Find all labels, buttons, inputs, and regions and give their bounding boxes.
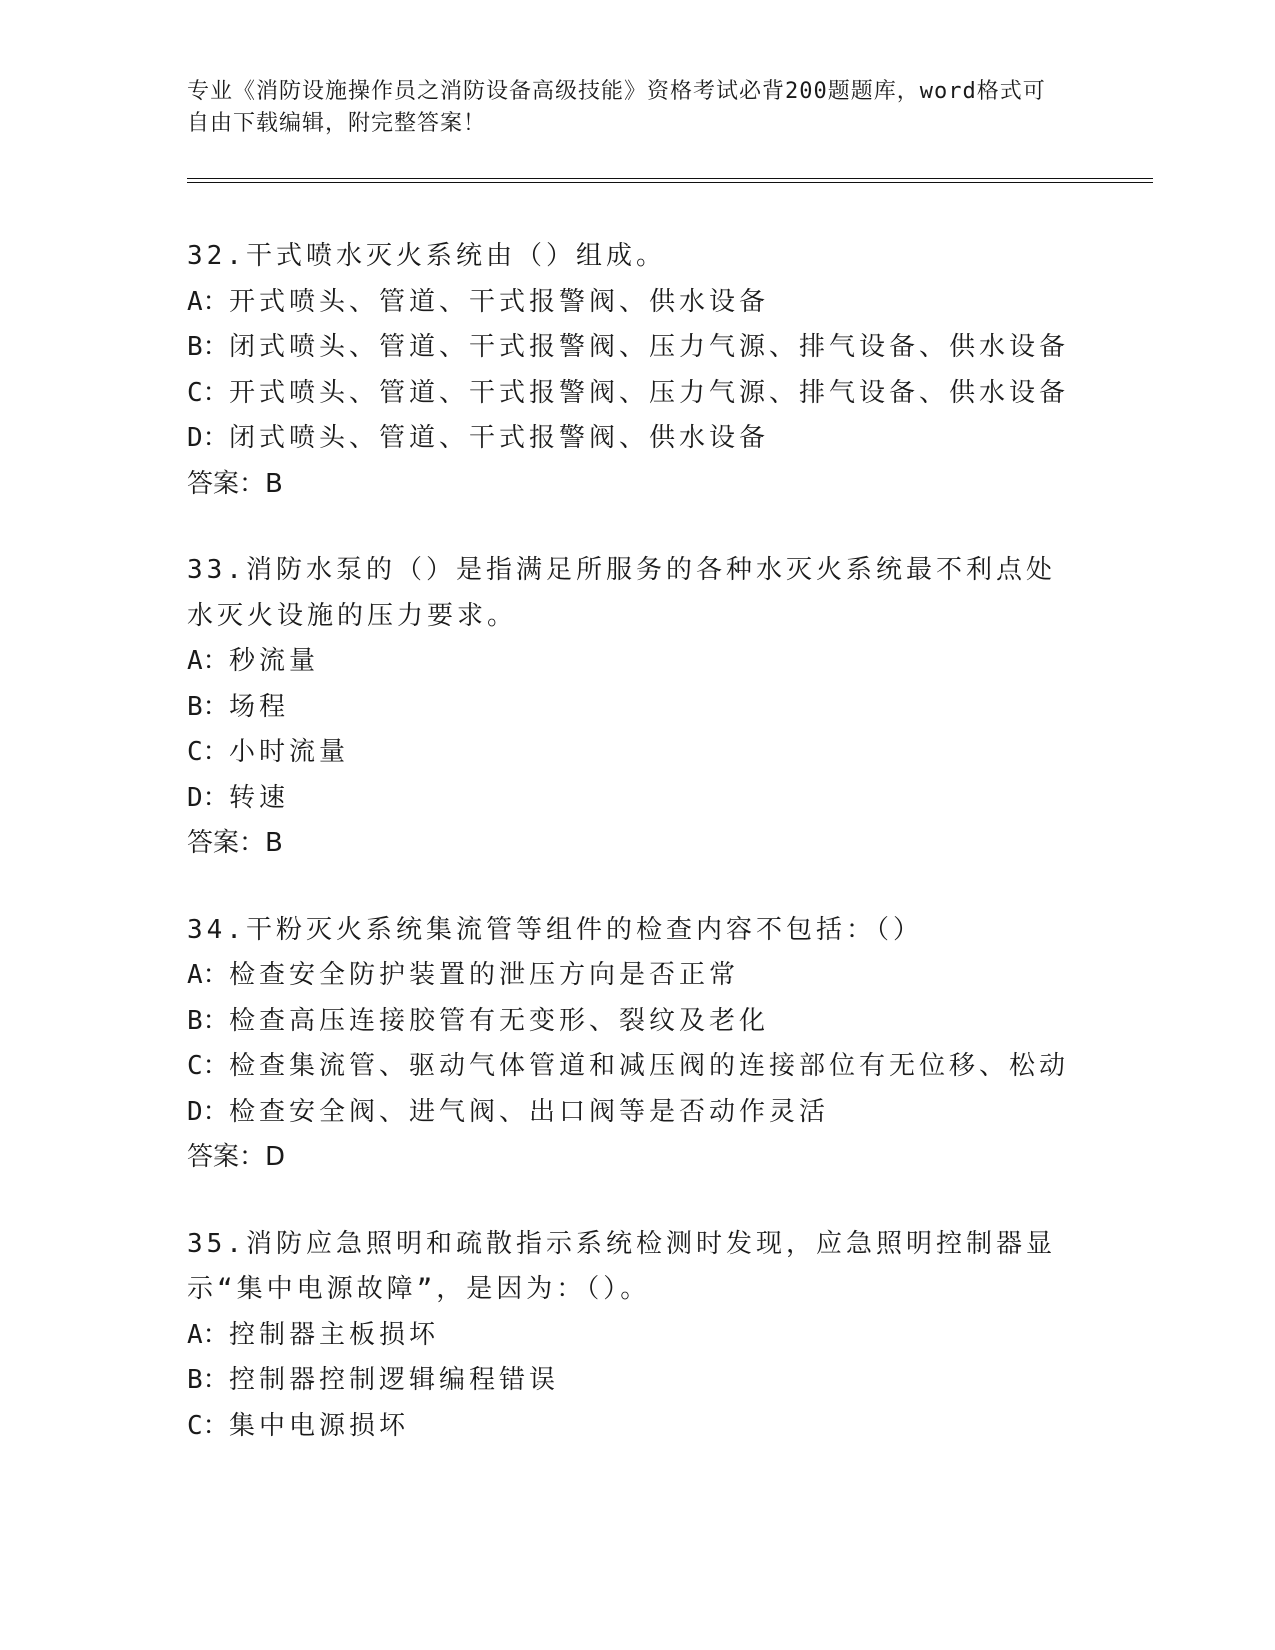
- option-text: 检查高压连接胶管有无变形、裂纹及老化: [229, 1005, 770, 1036]
- option-a: [187, 280, 1087, 326]
- option-key: D：: [187, 423, 229, 453]
- option-key: A：: [187, 1319, 229, 1350]
- question-32: [187, 234, 1087, 507]
- document-header: 专业《消防设施操作员之消防设备高级技能》资格考试必背200题题库，word格式可自由下载编辑，附完整答案！: [187, 79, 1046, 136]
- option-text: 小时流量: [229, 737, 350, 767]
- option-b: [187, 1358, 1087, 1404]
- question-34: [187, 908, 1087, 1181]
- option-a: [187, 1313, 1087, 1359]
- option-key: A：: [187, 646, 229, 676]
- option-text: 控制器控制逻辑编程错误: [229, 1365, 560, 1395]
- option-text: 集中电源损坏: [229, 1410, 410, 1441]
- question-stem: 34.干粉灭火系统集流管等组件的检查内容不包括：（）: [187, 914, 923, 945]
- option-key: A：: [187, 286, 229, 317]
- option-key: B：: [187, 691, 229, 722]
- option-key: C：: [187, 1410, 229, 1441]
- answer: 答案：B: [187, 468, 283, 499]
- option-b: [187, 325, 1087, 371]
- option-key: C：: [187, 737, 229, 767]
- option-text: 控制器主板损坏: [229, 1319, 440, 1350]
- option-text: 闭式喷头、管道、干式报警阀、供水设备: [229, 423, 770, 453]
- question-35: [187, 1222, 1087, 1450]
- option-c: [187, 1044, 1087, 1090]
- option-key: A：: [187, 960, 229, 990]
- option-c: [187, 730, 1087, 776]
- question-stem: 33.消防水泵的（）是指满足所服务的各种水灭火系统最不利点处水灭火设施的压力要求。: [187, 555, 1056, 631]
- option-key: B：: [187, 332, 229, 362]
- option-key: D：: [187, 1096, 229, 1127]
- answer: 答案：D: [187, 1142, 286, 1172]
- option-text: 开式喷头、管道、干式报警阀、压力气源、排气设备、供水设备: [229, 377, 1070, 408]
- question-33: [187, 548, 1087, 867]
- option-b: [187, 999, 1087, 1045]
- header-divider: [187, 178, 1153, 183]
- option-d: [187, 1090, 1087, 1136]
- option-d: [187, 416, 1087, 462]
- option-key: C：: [187, 377, 229, 408]
- option-a: [187, 639, 1087, 685]
- option-text: 检查安全防护装置的泄压方向是否正常: [229, 960, 740, 990]
- option-c: [187, 371, 1087, 417]
- option-key: C：: [187, 1051, 229, 1081]
- option-a: [187, 953, 1087, 999]
- option-d: [187, 776, 1087, 822]
- option-key: B：: [187, 1365, 229, 1395]
- option-text: 检查安全阀、进气阀、出口阀等是否动作灵活: [229, 1096, 830, 1127]
- option-text: 转速: [229, 782, 290, 813]
- option-text: 场程: [229, 691, 290, 722]
- answer: 答案：B: [187, 828, 283, 858]
- option-c: [187, 1404, 1087, 1450]
- option-text: 检查集流管、驱动气体管道和减压阀的连接部位有无位移、松动: [229, 1051, 1070, 1081]
- option-key: B：: [187, 1005, 229, 1036]
- question-stem: 35.消防应急照明和疏散指示系统检测时发现，应急照明控制器显示“集中电源故障”，是因为：（）。: [187, 1228, 1056, 1304]
- option-text: 闭式喷头、管道、干式报警阀、压力气源、排气设备、供水设备: [229, 332, 1070, 362]
- option-text: 秒流量: [229, 646, 320, 676]
- question-stem: 32.干式喷水灭火系统由（）组成。: [187, 241, 666, 271]
- option-b: [187, 685, 1087, 731]
- option-key: D：: [187, 782, 229, 813]
- option-text: 开式喷头、管道、干式报警阀、供水设备: [229, 286, 770, 317]
- question-list: [187, 234, 1087, 1490]
